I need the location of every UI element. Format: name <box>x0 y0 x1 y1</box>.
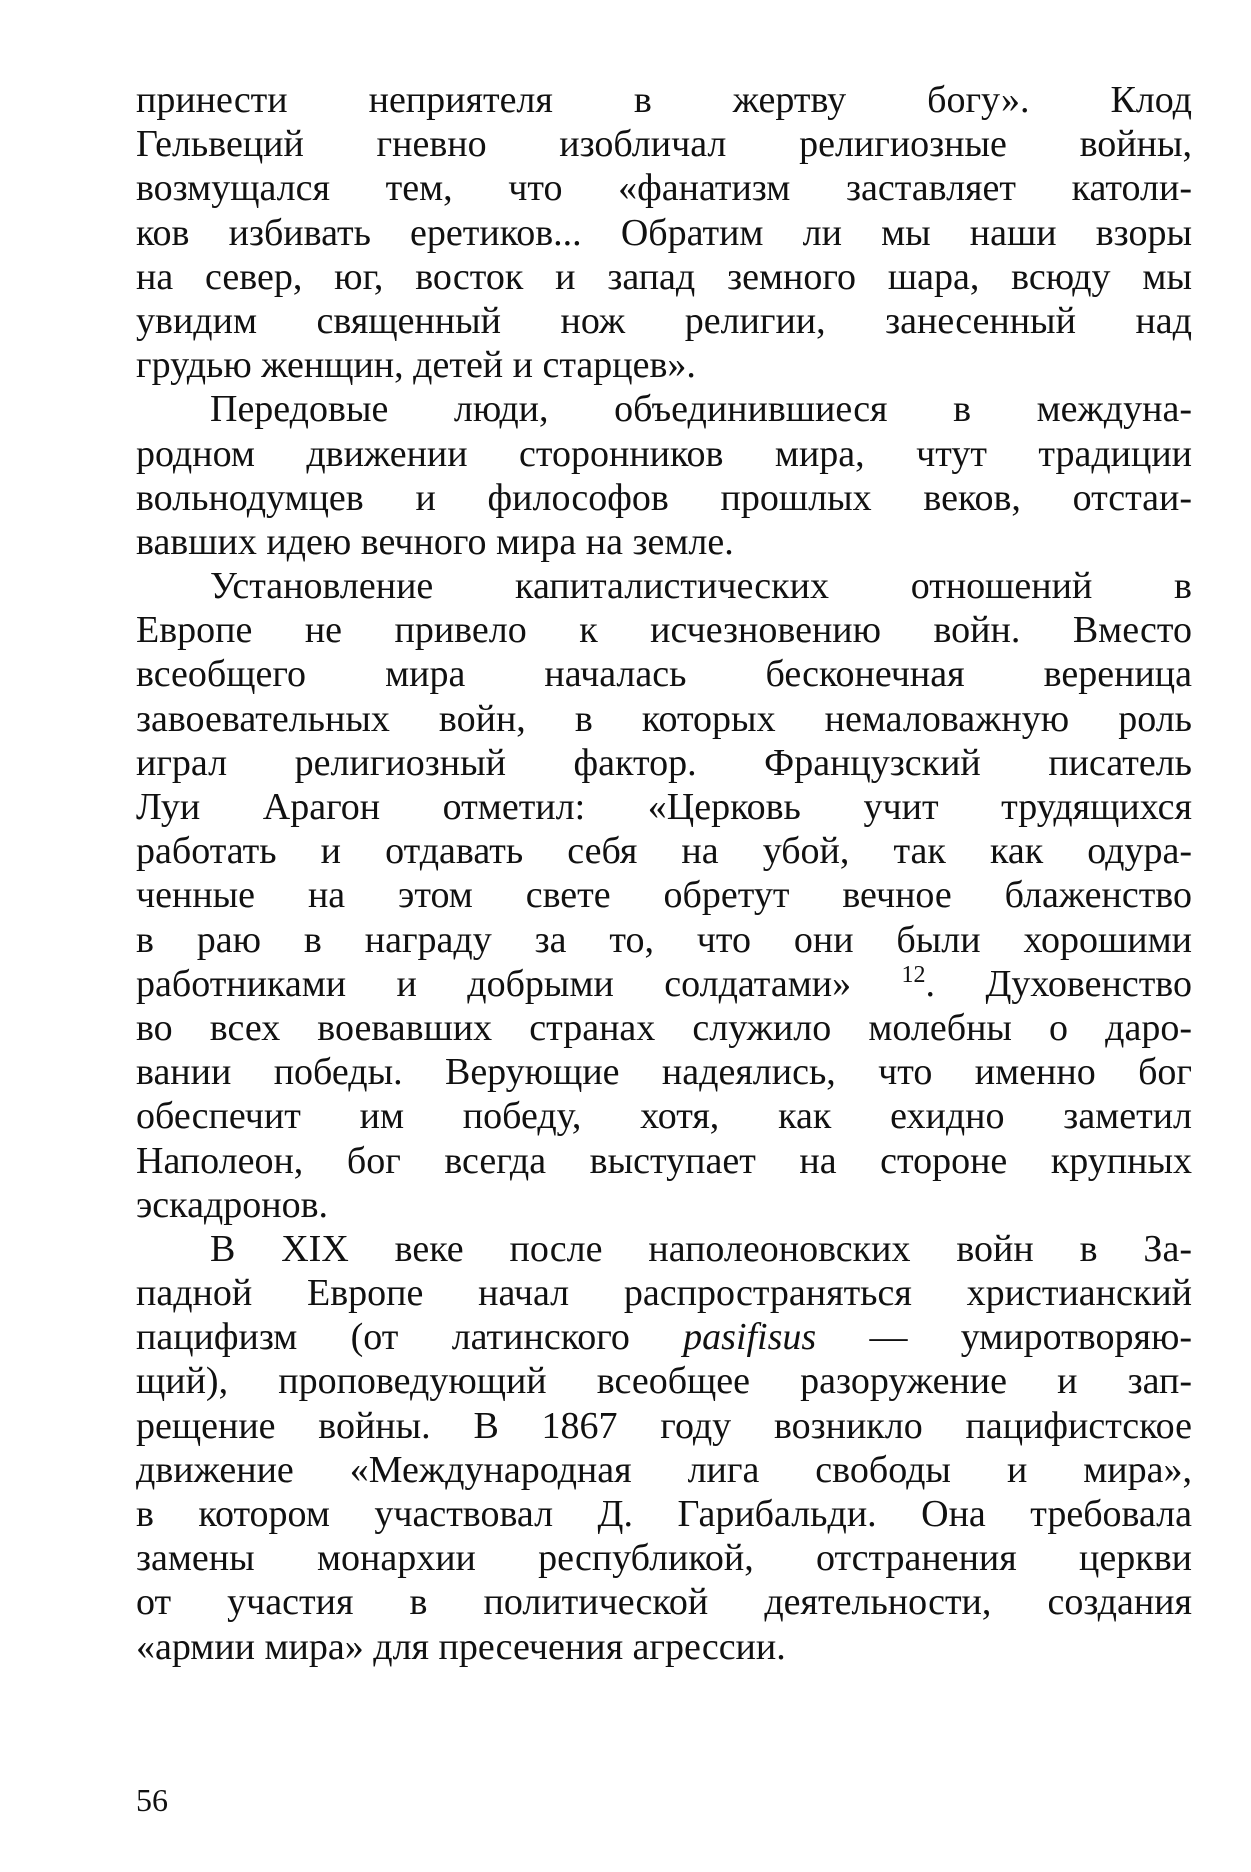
text-line: завоевательных войн, в которых немаловажную роль <box>136 697 1192 740</box>
text-line: Наполеон, бог всегда выступает на стороне крупных <box>136 1139 1192 1182</box>
text-line: в котором участвовал Д. Гарибальди. Она требовала <box>136 1493 1192 1535</box>
paragraph-3 <box>136 564 1192 1227</box>
text-line: принести неприятеля в жертву богу». Клод <box>136 79 1192 121</box>
text-line: родном движении сторонников мира, чтут традиции <box>136 432 1192 475</box>
text-line: Луи Арагон отметил: «Церковь учит трудящихся <box>136 786 1192 828</box>
text-line: щий), проповедующий всеобщее разоружение и зап- <box>136 1360 1192 1403</box>
text-line: в раю в награду за то, что они были хорошими <box>136 918 1192 961</box>
paragraph-1 <box>136 78 1192 387</box>
text-line: работать и отдавать себя на убой, так как одура- <box>136 830 1192 873</box>
text-line: Европе не привело к исчезновению войн. Вместо <box>136 609 1192 652</box>
text-line: вавших идею вечного мира на земле. <box>136 520 734 563</box>
text-segment: работниками и добрыми солдатами» <box>136 962 852 1005</box>
text-line: играл религиозный фактор. Французский писатель <box>136 741 1192 784</box>
text-segment: — умиротворяю- <box>816 1316 1192 1359</box>
text-line: от участия в политической деятельности, создания <box>136 1581 1192 1624</box>
text-line: «армии мира» для пресечения агрессии. <box>136 1625 786 1668</box>
text-line: обеспечит им победу, хотя, как ехидно заметил <box>136 1095 1192 1138</box>
paragraph-2 <box>136 387 1192 564</box>
text-line: вании победы. Верующие надеялись, что именно бог <box>136 1051 1192 1094</box>
text-line-with-italic-term <box>136 1315 1192 1359</box>
text-line: Передовые люди, объединившиеся в междуна- <box>210 388 1192 431</box>
text-line: Установление капиталистических отношений в <box>210 565 1192 608</box>
text-line: ченные на этом свете обретут вечное блаженство <box>136 874 1192 917</box>
page-number: 56 <box>136 1782 168 1818</box>
text-segment: . Духовенство <box>925 962 1192 1005</box>
body-text <box>136 78 1192 1669</box>
text-line: падной Европе начал распространяться христианский <box>136 1272 1192 1315</box>
text-line: движение «Международная лига свободы и мира», <box>136 1448 1192 1491</box>
text-segment: пацифизм (от латинского <box>136 1316 684 1359</box>
italic-term: pasifisus <box>683 1316 817 1359</box>
footnote-marker: 12 <box>901 961 926 988</box>
text-line: возмущался тем, что «фанатизм заставляет католи- <box>136 167 1192 210</box>
text-line: всеобщего мира началась бесконечная вереница <box>136 653 1192 696</box>
text-line: во всех воевавших странах служило молебны о даро- <box>136 1006 1192 1049</box>
text-line: на север, юг, восток и запад земного шара, всюду мы <box>136 255 1192 298</box>
paragraph-4 <box>136 1227 1192 1669</box>
text-line: Гельвеций гневно изобличал религиозные войны, <box>136 123 1192 166</box>
text-line: эскадронов. <box>136 1183 329 1226</box>
text-line: ков избивать еретиков... Обратим ли мы наши взоры <box>136 211 1192 254</box>
text-line-with-footnote <box>136 962 1192 1006</box>
text-line: грудью женщин, детей и старцев». <box>136 344 696 387</box>
text-line: рещение войны. В 1867 году возникло пацифистское <box>136 1404 1192 1447</box>
text-line: В XIX веке после наполеоновских войн в За- <box>210 1227 1192 1270</box>
text-line: вольнодумцев и философов прошлых веков, отстаи- <box>136 476 1192 519</box>
text-line: замены монархии республикой, отстранения церкви <box>136 1537 1192 1580</box>
text-line: увидим священный нож религии, занесенный над <box>136 299 1192 342</box>
